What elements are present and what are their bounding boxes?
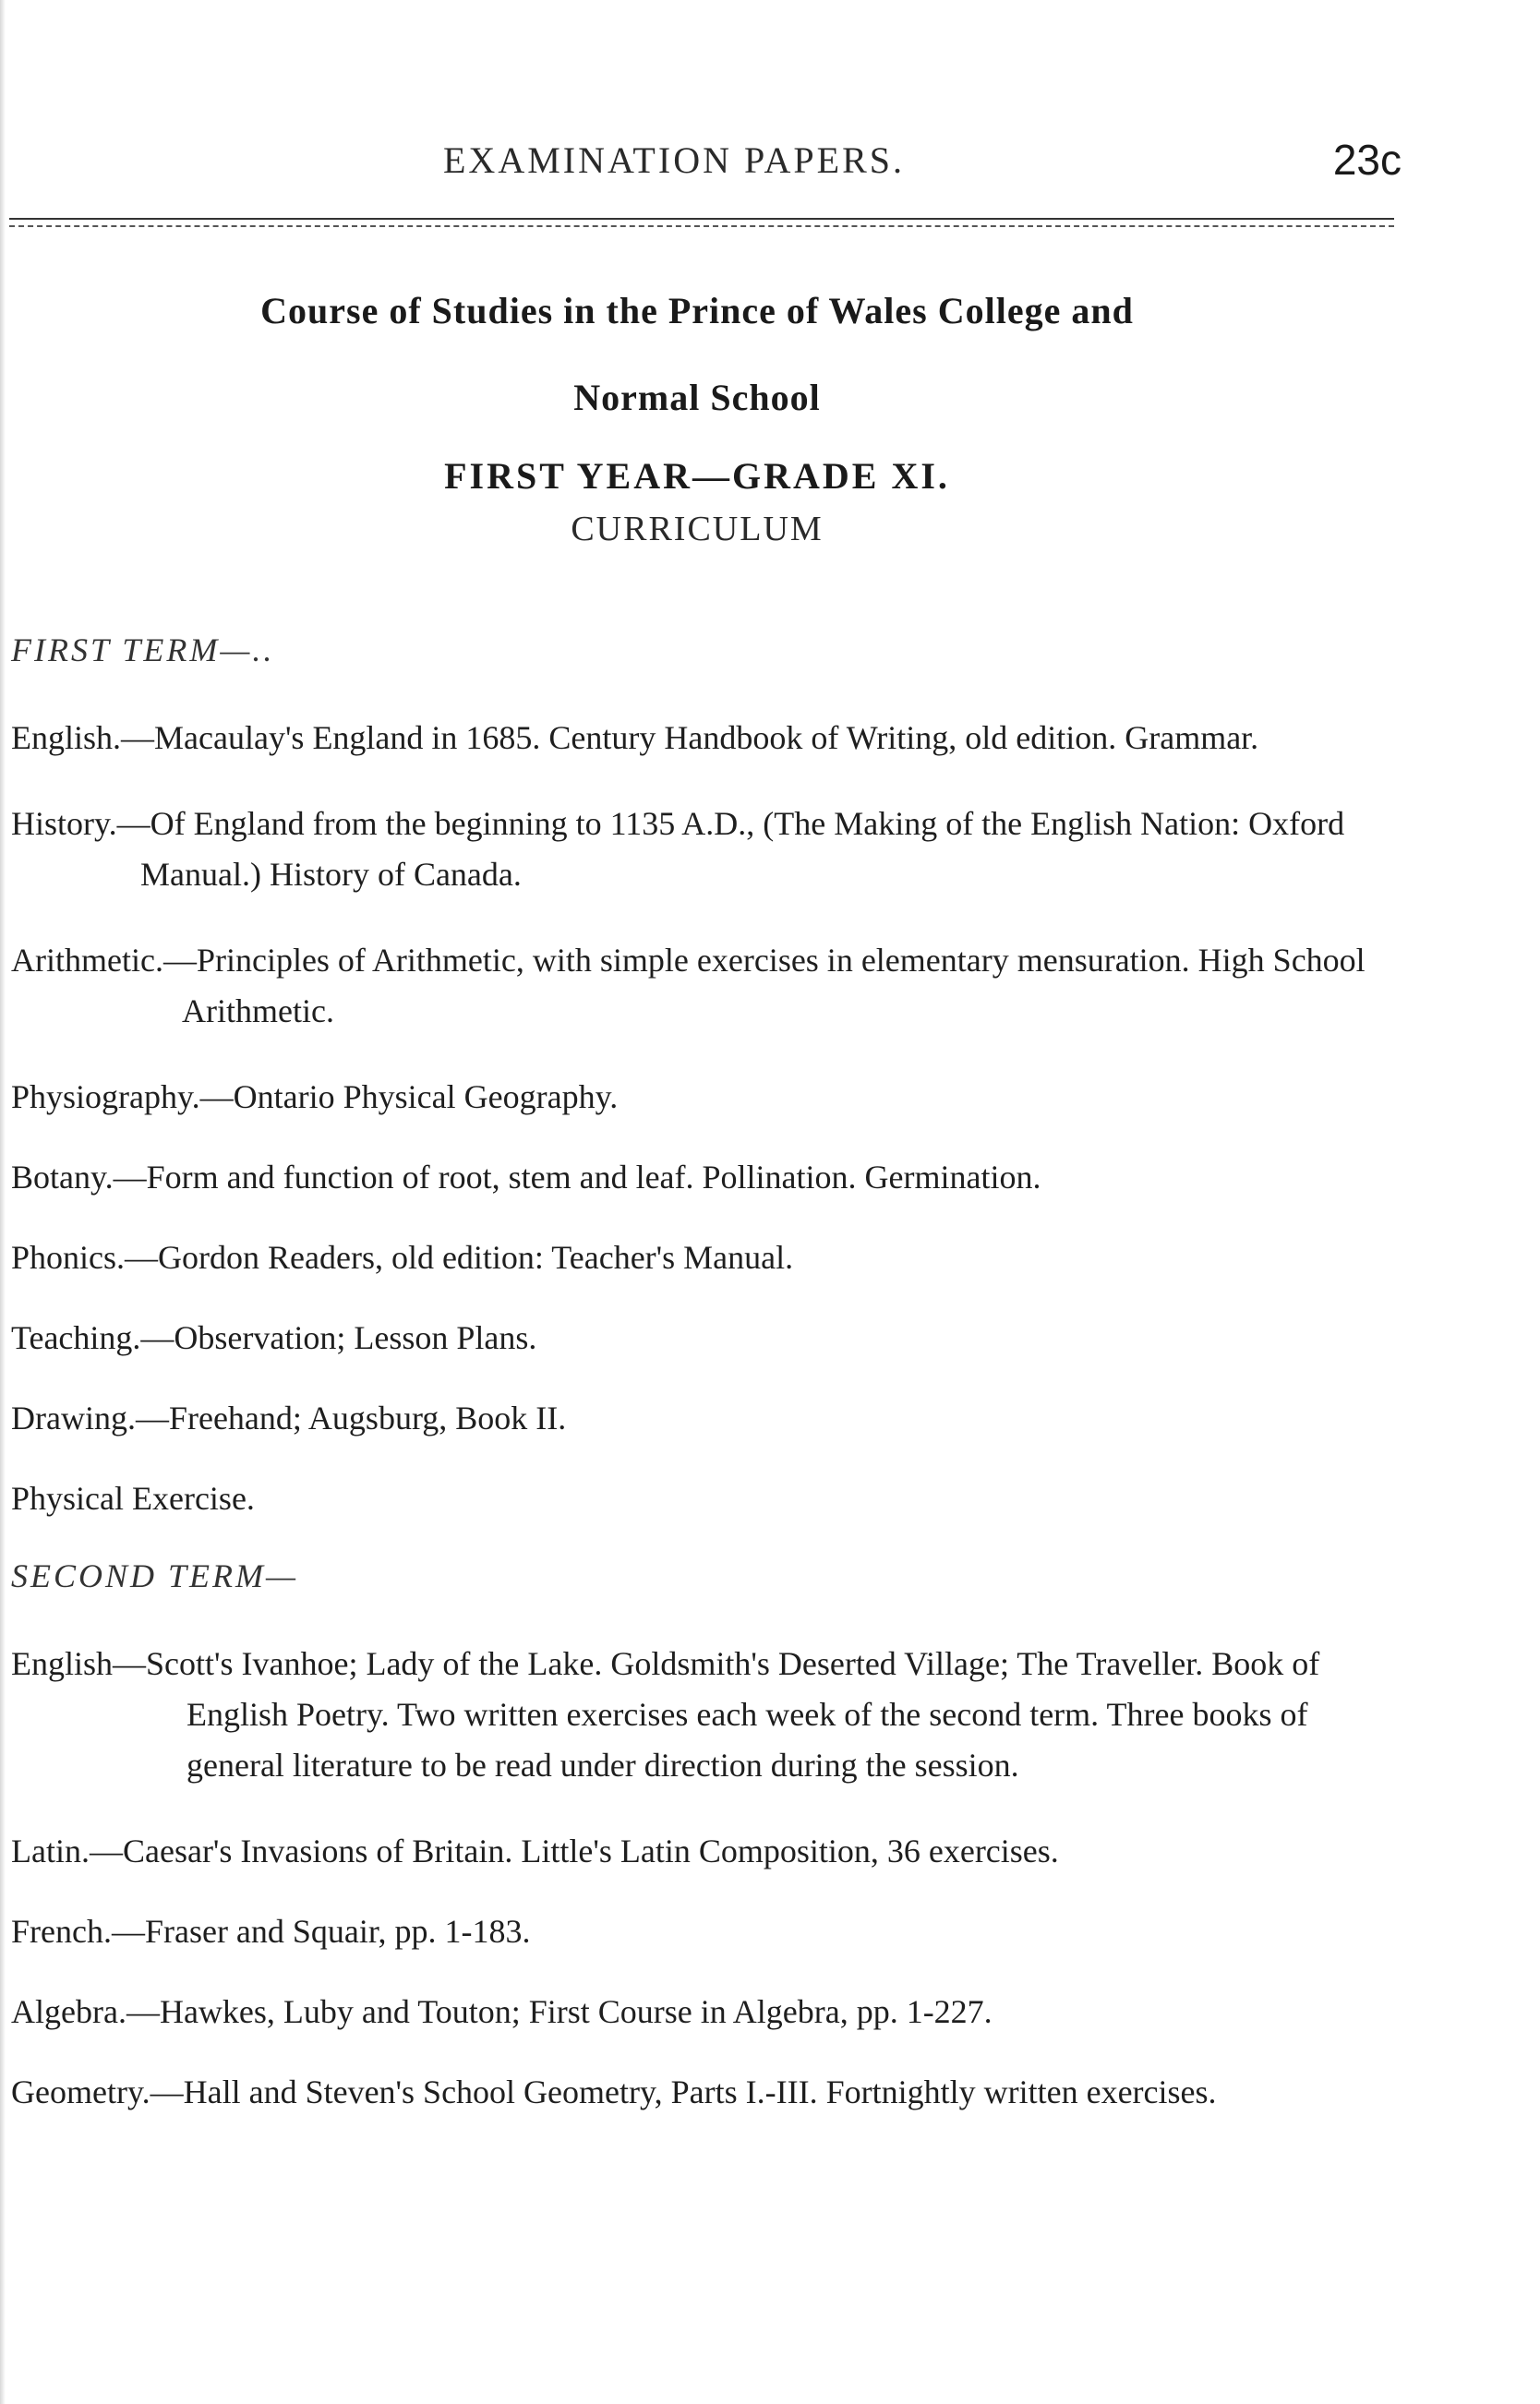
entry-subject: French.— <box>11 1913 145 1950</box>
entry-subject: Algebra.— <box>11 1993 160 2030</box>
second-term-heading: SECOND TERM— <box>11 1557 299 1594</box>
entry-physical-exercise <box>11 1473 1396 1524</box>
entry-subject: Latin.— <box>11 1833 123 1869</box>
entry-text: Freehand; Augsburg, Book II. <box>168 1400 567 1436</box>
entry-subject: English— <box>11 1645 147 1682</box>
entry-subject: Arithmetic.— <box>11 942 197 979</box>
entry-subject: Geometry.— <box>11 2073 184 2110</box>
entry-subject: Physiography.— <box>11 1078 234 1115</box>
entry-text: Gordon Readers, old edition: Teacher's Manual. <box>158 1239 794 1276</box>
entry-english-second-term <box>11 1639 1396 1791</box>
entry-text: Macaulay's England in 1685. Century Handbook of Writing, old edition. Grammar. <box>154 719 1259 756</box>
entry-text: Hawkes, Luby and Touton; First Course in Algebra, pp. 1-227. <box>159 1993 993 2030</box>
running-header <box>0 138 1540 194</box>
running-title: EXAMINATION PAPERS. <box>443 139 906 181</box>
title-block <box>0 268 1394 549</box>
entry-text: Ontario Physical Geography. <box>233 1078 619 1115</box>
entry-subject: Phonics.— <box>11 1239 159 1276</box>
entry-text: Observation; Lesson Plans. <box>174 1319 537 1356</box>
entry-text: Fraser and Squair, pp. 1-183. <box>144 1913 531 1950</box>
entry-text: Principles of Arithmetic, with simple exercises in elementary mensuration. High School Arithmetic. <box>182 942 1366 1029</box>
entry-teaching <box>11 1313 1396 1364</box>
main-title-line-2: Normal School <box>573 377 821 418</box>
entry-text: Of England from the beginning to 1135 A.D., (The Making of the English Nation: Oxford Manual.) History of Canada. <box>140 805 1345 893</box>
first-term-heading: FIRST TERM—.. <box>11 631 275 668</box>
entry-french <box>11 1906 1396 1957</box>
entry-drawing <box>11 1393 1396 1444</box>
year-grade-heading: FIRST YEAR—GRADE XI. <box>444 455 950 497</box>
entry-latin <box>11 1826 1396 1877</box>
entry-phonics <box>11 1232 1396 1283</box>
entry-subject: Drawing.— <box>11 1400 169 1436</box>
entry-arithmetic <box>11 935 1396 1037</box>
entry-text: Physical Exercise. <box>11 1480 255 1517</box>
header-rule-dashed <box>9 225 1394 227</box>
entry-history <box>11 799 1396 900</box>
entry-text: Form and function of root, stem and leaf. Pollination. Germination. <box>146 1159 1041 1196</box>
entry-text: Caesar's Invasions of Britain. Little's Latin Composition, 36 exercises. <box>122 1833 1059 1869</box>
entry-subject: Botany.— <box>11 1159 147 1196</box>
entry-geometry <box>11 2067 1396 2118</box>
entry-subject: English.— <box>11 719 155 756</box>
page-number: 23c <box>1332 136 1402 184</box>
curriculum-content <box>11 628 1396 2153</box>
main-title-line-1: Course of Studies in the Prince of Wales College and <box>260 290 1134 331</box>
entry-algebra <box>11 1987 1396 2037</box>
entry-subject: Teaching.— <box>11 1319 174 1356</box>
curriculum-heading: CURRICULUM <box>571 510 824 548</box>
entry-physiography <box>11 1072 1396 1123</box>
entry-text: Hall and Steven's School Geometry, Parts I.-III. Fortnightly written exercises. <box>183 2073 1217 2110</box>
entry-subject: History.— <box>11 805 150 842</box>
entry-english-first-term <box>11 713 1396 763</box>
header-rule <box>9 218 1394 220</box>
entry-botany <box>11 1152 1396 1203</box>
entry-text: Scott's Ivanhoe; Lady of the Lake. Goldsmith's Deserted Village; The Traveller. Book of English Poetry. Two written exercises each week of the second term. Three books of general literature to be read under direction during the session. <box>146 1645 1320 1784</box>
